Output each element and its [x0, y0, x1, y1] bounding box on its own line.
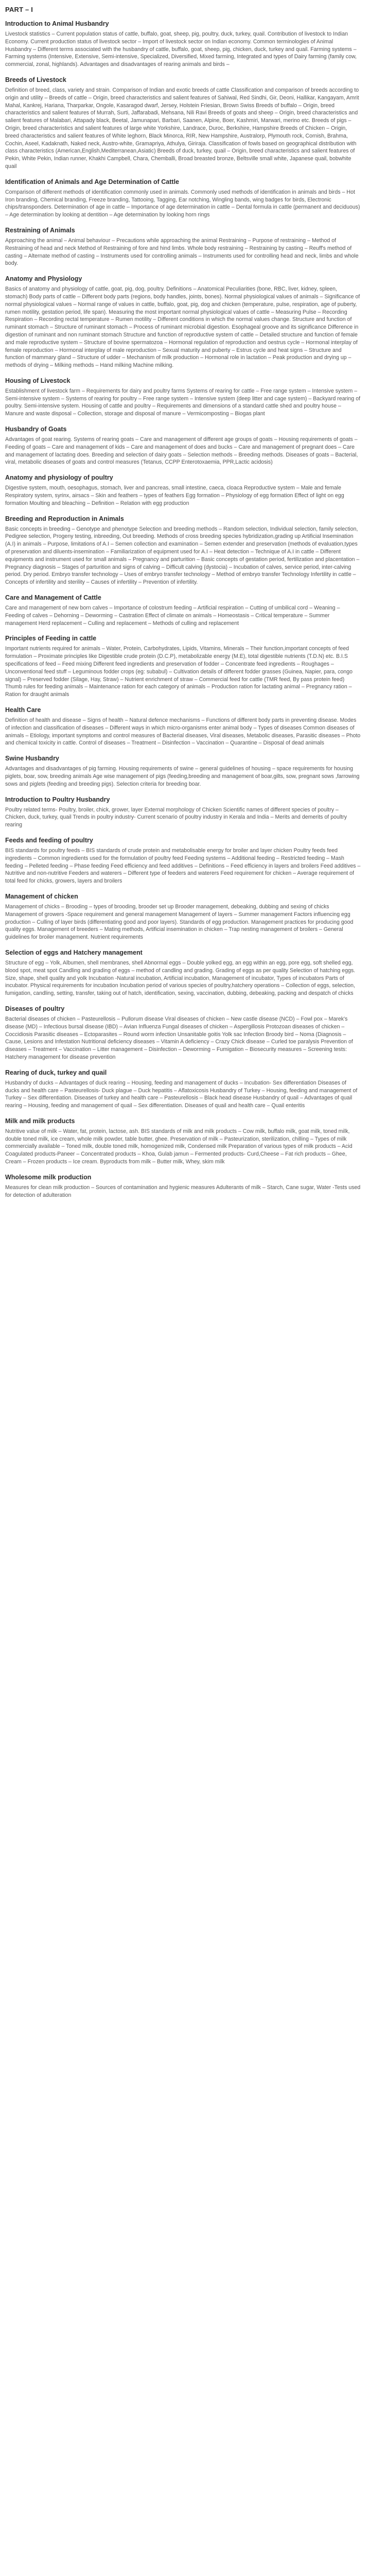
section-heading: Husbandry of Goats: [5, 426, 67, 433]
syllabus-section: [5, 76, 361, 171]
section-body-text: BIS standards for poultry feeds – BIS standards of crude protein and metabolisable energy for broiler and layer chicken Poultry feeds feed ingredients – Common ingredients used for the formulation of poultry feed Feeding systems – Additional feeding – Restricted feeding – Mash feeding – Pelleted feeding – Phase feeding Feed efficiency and feed additives – Definitions – Feed efficiency in layers and broilers Feed additives – Nutritive and non-nutritive Feeders and waterers – Different type of feeders and waterers Feed requirement for chicken – Average requirement of total feed for chicks, growers, layers and broilers: [5, 847, 361, 885]
section-body-text: Definition of breed, class, variety and strain. Comparison of Indian and exotic breeds of cattle Classification and comparison of breeds according to origin and utility – Breeds of cattle – Origin, breed characteristics and salient features of Sahiwal, Red Sindhi, Gir, Deoni, Hallikar, Kangayam, Amrit Mahal, Kankrej, Hariana, Tharparkar, Ongole, Kasaragod dwarf, Jersey, Holstein Friesian, Brown Swiss Breeds of buffalo – Origin, breed characteristics and salient features of Murrah, Surti, Jaffarabadi, Mehsana, Nili Ravi Breeds of goats and sheep – Origin, breed characteristics and salient features of Malabari, Attapady black, Beetal, Jamunapari, Barbari, Saanen, Alpine, Boer, Kashmiri, Marwari, merino etc. Breeds of pigs – Origin, breed characteristics and salient features of large white Yorkshire, Landrace, Duroc, Berkshire, Hampshire Breeds of Chicken – Origin, breed characteristics and salient features of White leghorn, Black Minorca, RIR, New Hampshire, Australorp, Plymouth rock, Cornish, Brahma, Cochin, Aseel, Kadaknath, Naked neck, Austro-white, Gramapriya, Athulya, Giriraja. Classification of fowls based on geographical distribution with class characteristics (American,English,Mediterranean,Asiatic) Breeds of duck, turkey, quail – Origin, breed characteristics and salient features of Pekin, White Pekin, Indian runner, Khakhi Campbell, Chara, Chemballi, Broad breasted bronze, Beltsville small white, Japanese quail, bobwhite quail: [5, 87, 359, 170]
section-heading: Anatomy and Physiology: [5, 275, 82, 283]
section-heading: Principles of Feeding in cattle: [5, 635, 97, 642]
section-heading: Health Care: [5, 706, 41, 714]
syllabus-section: [5, 178, 361, 219]
section-heading: Anatomy and physiology of poultry: [5, 474, 113, 482]
section-heading: Wholesome milk production: [5, 1173, 92, 1181]
section-body-text: Definition of health and disease – Signs of health – Natural defence mechanisms – Functions of different body parts in preventing disease. Modes of infection and classification of diseases – Different ways in which micro-organisms enter animal body – Types of diseases Common diseases of animals – Etiology, important symptoms and control measures of Bacterial diseases, Viral diseases, Metabolic diseases, Parasitic diseases – Photo and chemical toxicity in cattle. Control of diseases – Treatment – Disinfection – Vaccination – Quarantine – Disposal of dead animals: [5, 717, 361, 747]
section-body-text: Structure of egg – Yolk, Albumen, shell membranes, shell Abnormal eggs – Double yolked egg, an egg within an egg, pore egg, soft shelled egg, blood spot, meat spot Candling and grading of eggs – method of candling and grading. Grading of eggs as per quality Selection of hatching eggs. Size, shape, shell quality and yolk Incubation -Natural incubation, Artificial incubation, Management of incubator, Types of incubators Parts of incubator. Physical requirements for incubation Incubation period of various species of poultry,hatchery operations – Collection of eggs, selection, fumigation, candling, setting, transfer, taking out of hatch, identification, sexing, vaccination, dubbing, debeaking, packing and despatch of chicks: [5, 959, 356, 997]
section-body-text: Bacterial diseases of chicken – Pasteurellosis – Pullorum disease Viral diseases of chicken – New castle disease (NCD) – Fowl pox – Marek's disease (MD) – Infectious bursal disease (IBD) – Avian Influenza Fungal diseases of chicken – Aspergillosis Protozoan diseases of chicken – Coccidiosis Parasitic diseases – Ectoparasites – Round worm infection Unsanitable goitis Yolk sac Infection Broody bird – Noma (Diagnosis – Cause, Lesions and Infestation Nutritional deficiency diseases – Vitamin A deficiency – Crazy Chick disease – Curled toe paralysis Prevention of diseases – Treatment – Vaccination – Litter management – Disinfection – Deworming – Fumigation – Biosecurity measures – Screening tests: Hatchery management for disease prevention: [5, 1015, 353, 1060]
syllabus-section: [5, 226, 361, 267]
section-body-text: Care and management of new born calves – Importance of colostrum feeding – Artificial respiration – Cutting of umbilical cord – Weaning – Feeding of calves – Dehorning – Deworming – Castration Effect of climate on animals – Homeostasis – Critical temperature – Summer management Herd replacement – Culling and replacement – Methods of culling and replacement: [5, 605, 340, 626]
section-body-text: Digestive system, mouth, oesophagus, stomach, liver and pancreas, small intestine, caeca, cloaca Reproductive system – Male and female Respiratory system, syrinx, airsacs – Skin and feathers – types of feathers Egg formation – Physiology of egg formation Effect of light on egg formation Moulting and bleaching – Definition – Relation with egg production: [5, 485, 344, 506]
section-heading: Breeds of Livestock: [5, 76, 66, 83]
syllabus-section: [5, 754, 361, 788]
section-body-text: Advantages of goat rearing. Systems of rearing goats – Care and management of different age groups of goats – Housing requirements of goats – Feeding of goats – Care and management of kids – Care and management of does and bucks – Care and management of pregnant does – Care and management of lactating does. Breeding and selection of dairy goats – Selection methods – Breeding methods. Diseases of goats – Bacterial, viral, metabolic diseases of goats and control measures (Tetanus, CCPP Enterotoxaemia, PPR,Lactic acidosis): [5, 436, 358, 466]
section-heading: Housing of Livestock: [5, 377, 71, 384]
section-body-text: Measures for clean milk production – Sources of contamination and hygienic measures Adulterants of milk – Starch, Cane sugar, Water -Tests used for detection of adulteration: [5, 1184, 361, 1198]
section-heading: Swine Husbandry: [5, 755, 59, 762]
sections-container: [5, 20, 361, 1199]
syllabus-section: [5, 795, 361, 829]
syllabus-section: [5, 634, 361, 699]
section-heading: Management of chicken: [5, 892, 78, 900]
syllabus-section: [5, 706, 361, 747]
syllabus-section: [5, 1117, 361, 1166]
syllabus-section: [5, 1173, 361, 1199]
section-heading: Identification of Animals and Age Determination of Cattle: [5, 178, 179, 185]
syllabus-section: [5, 425, 361, 466]
syllabus-section: [5, 1005, 361, 1061]
section-body-text: Advantages and disadvantages of pig farming. Housing requirements of swine – general guidelines of housing – space requirements for housing piglets, boar, sow, breeding animals Age wise management of pigs (feeding,breeding and management of boar,gilts, sow, pregnant sows ,farrowing sows and piglets (feeding and breeding pigs). Selection criteria for breeding boar.: [5, 766, 360, 787]
section-heading: Selection of eggs and Hatchery management: [5, 948, 143, 956]
syllabus-section: [5, 515, 361, 586]
section-body-text: Important nutrients required for animals – Water, Protein, Carbohydrates, Lipids, Vitamins, Minerals – Their function,important concepts of feed formulation – Proximate principles like Digestible crude protein (D.C.P), metabolizable energy (M.E), total digestible nutrients (T.D.N) etc. B.I.S specifications of feed – Feed mixing Different feed ingredients and preservation of fodder – Concentrate feed ingredients – Roughages – Unconventional feed stuff – Leguminous fodder crops (eg: subabul) – Cultivation details of different fodder grasses (Guinea, Napier, para, congo signal) – Preserved fodder (Silage, Hay, Straw) – Nutrient enrichment of straw – Commercial feed for cattle (TMR feed, By pass protein feed) Thumb rules for feeding animals – Maintenance ration for each category of animals – Production ration for lactating animal – Pregnancy ration – Ration for draught animals: [5, 646, 353, 698]
document-page: [0, 0, 370, 1227]
section-heading: Diseases of poultry: [5, 1005, 65, 1012]
section-body-text: Comparison of different methods of identification commonly used in animals. Commonly used methods of identification in animals and birds – Hot Iron branding, Chemical branding, Freeze branding, Tattooing, Tagging, Ear notching, Wingling bands, wing badges for birds, Electronic chips/transponders. Determination of age in cattle – Importance of age determination in cattle – Dental formula in cattle (permanent and deciduous) – Age determination by looking at dentition – Age determination by looking horn rings: [5, 189, 360, 218]
section-heading: Rearing of duck, turkey and quail: [5, 1069, 107, 1076]
section-heading: Care and Management of Cattle: [5, 594, 101, 602]
section-heading: Introduction to Animal Husbandry: [5, 20, 109, 27]
section-heading: Milk and milk products: [5, 1117, 75, 1125]
section-heading: Introduction to Poultry Husbandry: [5, 795, 110, 803]
section-heading: Feeds and feeding of poultry: [5, 836, 93, 844]
section-body-text: Approaching the animal – Animal behaviour – Precautions while approaching the animal Restraining – Purpose of restraining – Method of Restraining of head and neck Method of Restraining of fore and hind limbs. Whole body restraining – Restraining by casting – Reuff's method of casting – Alternate method of casting – Instruments used for controlling animals – Instruments used for controlling head and neck, limbs and whole body.: [5, 237, 359, 267]
syllabus-section: [5, 836, 361, 885]
syllabus-section: [5, 892, 361, 941]
syllabus-section: [5, 1069, 361, 1110]
section-body-text: Establishment of livestock farm – Requirements for dairy and poultry farms Systems of rearing for cattle – Free range system – Intensive system – Semi-intensive system – Systems of rearing for poultry – Free range system – Intensive system (deep litter and cage system) – Backyard rearing of poultry. Semi-intensive system. Housing of cattle and poultry – Requirements and dimensions of a standard cattle shed and poultry house – Manure and waste disposal – Collection, storage and disposal of manure – Vermicomposting – Biogas plant: [5, 387, 361, 417]
syllabus-section: [5, 594, 361, 627]
syllabus-section: [5, 275, 361, 369]
section-body-text: Husbandry of ducks – Advantages of duck rearing – Housing, feeding and management of ducks – Incubation- Sex differentiation Diseases of ducks and health care – Pasteurellosis- Duck plague – Duck hepatitis – Aflatoxicosis Husbandry of Turkey – Housing, feeding and management of Turkey – Sex differentiation. Diseases of turkey and health care – Pasteurellosis – Black head disease Husbandry of quail – Advantages of quail rearing – Housing, feeding and management of quail – Sex differentiation. Diseases of quail and health care – Quail enteritis: [5, 1079, 358, 1109]
section-heading: Breeding and Reproduction in Animals: [5, 515, 124, 522]
section-body-text: Basics of anatomy and physiology of cattle, goat, pig, dog, poultry. Definitions – Anatomical Peculiarities (bone, RBC, liver, kidney, spleen, stomach) Body parts of cattle – Different body parts (regions, body handles, joints, bones). Normal physiological values of animals – Significance of normal physiological values – Normal range of values in cattle, buffalo, goat, pig, dog and chicken (temperature, pulse, respiration, age of puberty, rumen motility, gestation period, life span). Measuring the most important normal physiological values of cattle – Measuring Pulse – Recording Respiration – Recording rectal temperature – Rumen motility – Different conditions in which the normal values change. Structure and function of ruminant stomach – Structure of ruminant stomach – Process of ruminant microbial digestion. Esophageal groove and its significance Difference in digestion of ruminant and non ruminant stomach Structure and function of reproductive system of cattle – Detailed structure and function of female and male reproductive system – Structure of bovine spermatozoa – Hormonal regulation of reproduction and oestrus cycle – Hormonal interplay of female reproduction – Hormonal interplay of male reproduction – Sexual maturity and puberty – Estrus cycle and heat signs – Structure and function of mammary gland – Structure of udder – Mechanism of milk production – Hormonal role in lactation – Peak production and drying up –methods of drying – Milking methods – Hand milking Machine milking.: [5, 286, 360, 369]
section-body-text: Poultry related terms- Poultry, broiler, chick, grower, layer External morphology of Chicken Scientific names of different species of poultry – Chicken, duck, turkey, quail Trends in poultry industry- Current scenario of poultry industry in Kerala and India – Merits and demerits of poultry rearing: [5, 806, 347, 828]
section-body-text: Livestock statistics – Current population status of cattle, buffalo, goat, sheep, pig, poultry, duck, turkey, quail. Contribution of livestock to Indian Economy. Current production status of livestock sector – Import of livestock sector on Indian economy. Common terminologies of Animal Husbandry – Different terms associated with the husbandry of cattle, buffalo, goat, sheep, pig, chicken, duck, turkey and quail. Farming systems – Farming systems (Intensive, Extensive, Semi-intensive, Specialized, Diversified, Mixed farming, Integrated and types of Dairy farming (family cow, commercial, zonal, highlands). Advantages and disadvantages of rearing animals and birds –: [5, 31, 357, 68]
syllabus-section: [5, 20, 361, 69]
syllabus-section: [5, 473, 361, 507]
section-body-text: Basic concepts in breeding – Genotype and phenotype Selection and breeding methods – Random selection, Individual selection, family selection, Pedigree selection, Progeny testing, inbreeding, Out breeding. Methods of cross breeding species hybridization,grading up Artificial Insemination (A.I) in animals – Purpose, limitations of A.I – Semen collection and examination – Semen extender and preservation (methods of evaluation,types of preservation and diluents-insemination – Familiarization of equipment used for A.I – Heat detection – Technique of A.I in cattle – Different equipments and instrument used for small animals – Pregnancy and parturition – Basic concepts of gestation period, fertilization and placentation – Pregnancy diagnosis – Stages of parturition and signs of calving – Difficult calving (dystocia) – Incubation of calves, service period, inter-calving period. Dry period. Embryo transfer technology – Uses of embryo transfer technology – Method of embryo transfer Technology Infertility in cattle – Concepts of infertility and sterility – Causes of infertility – Prevention of infertility.: [5, 526, 360, 586]
syllabus-section: [5, 377, 361, 418]
section-body-text: Nutritive value of milk – Water, fat, protein, lactose, ash. BIS standards of milk and milk products – Cow milk, buffalo milk, goat milk, toned milk, double toned milk, ice cream, whole milk powder, table butter, ghee. Preservation of milk – Pasteurization, sterilization, chilling – Types of milk commercially available – Toned milk, double toned milk, homogenized milk, Condensed milk Preparation of various types of milk products – Acid Coagulated products-Paneer – Concentrated products – Khoa, Gulab jamun – Fermented products- Curd,Cheese – Fat rich products – Ghee, Cream – Frozen products – Ice cream. Byproducts from milk – Butter milk, Whey, skim milk: [5, 1128, 353, 1165]
section-heading: Restraining of Animals: [5, 226, 75, 234]
part-title: PART – I: [5, 6, 33, 13]
section-body-text: Management of chicks – Brooding – types of brooding, brooder set up Brooder management, debeaking, dubbing and sexing of chicks Management of growers -Space requirement and general management Management of layers – Summer management Factors influencing egg production – Culling of layer birds (differentiating good and poor layers). Standards of egg production. Management practices for producing good quality eggs. Management of breeders – Mating methods, Artificial insemination in chicken – Trap nesting management of broilers – General guidelines for broiler management. Nutrient requirements: [5, 903, 354, 941]
syllabus-section: [5, 948, 361, 997]
